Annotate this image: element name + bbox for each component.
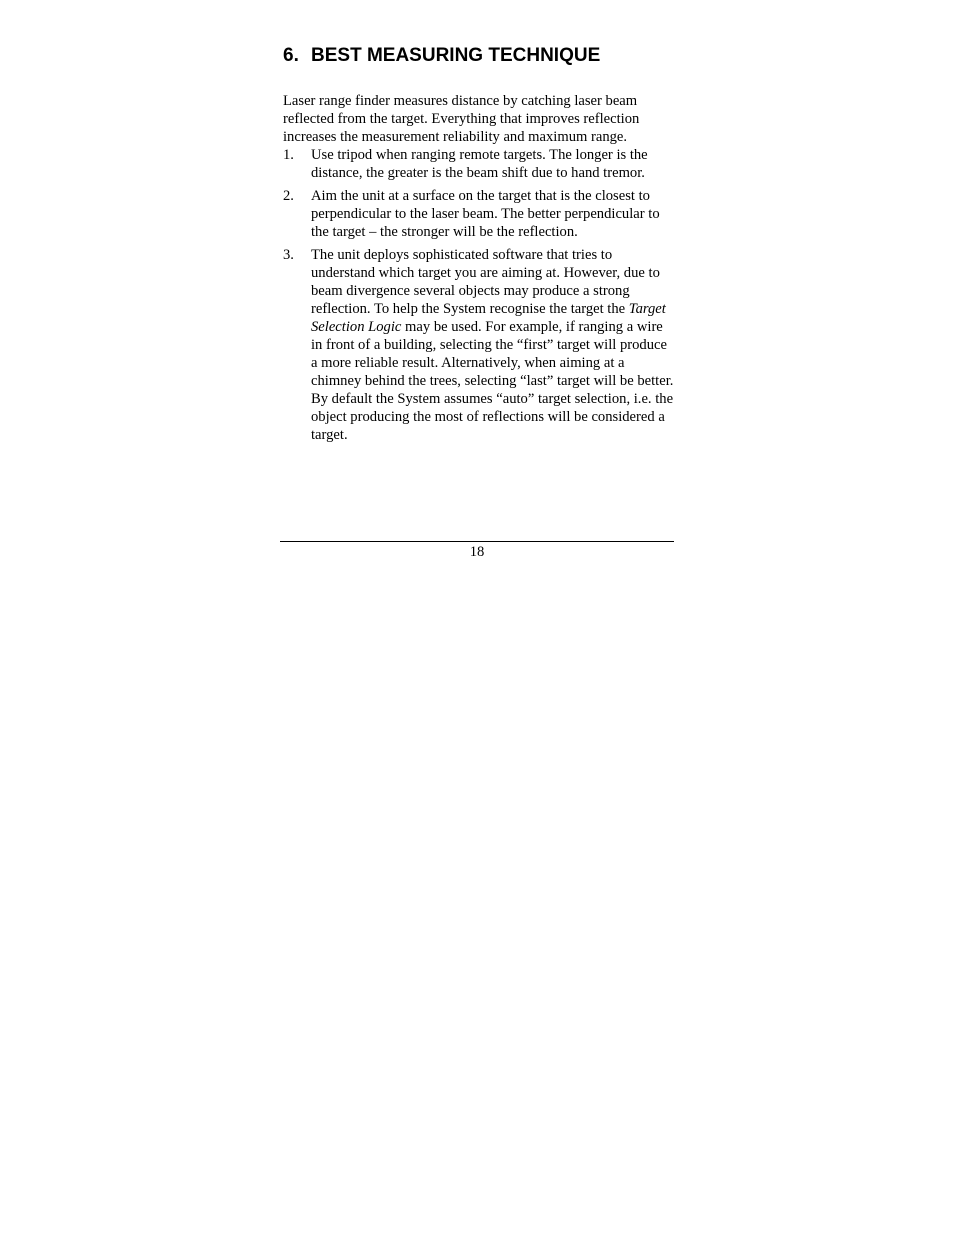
list-item-text-after: may be used. For example, if ranging a wire in front of a building, selecting the “first” target will produce a more reliable result. Alternatively, when aiming at a chimney behind the trees, selecting “last” target will be better. By default the System assumes “auto” target selection, i.e. the object producing the most of reflections will be considered a target. [311,319,674,443]
list-marker: 2. [283,188,294,204]
list-item [283,187,675,241]
steps-list [283,146,675,444]
section-title: BEST MEASURING TECHNIQUE [311,45,601,66]
section-number: 6. [283,45,299,66]
page-content [283,44,675,449]
list-marker: 1. [283,147,294,163]
list-item-text: Aim the unit at a surface on the target that is the closest to perpendicular to the laser beam. The better perpendicular to the target – the stronger will be the reflection. [311,188,660,240]
footer-divider [280,541,674,542]
section-heading [283,44,675,68]
list-marker: 3. [283,247,294,263]
intro-paragraph: Laser range finder measures distance by catching laser beam reflected from the target. Everything that improves reflection increases the measurement reliability and maximum range. [283,93,640,145]
page-number: 18 [469,544,485,560]
list-item-text-before: The unit deploys sophisticated software that tries to understand which target you are aiming at. However, due to beam divergence several objects may produce a strong reflection. To help the System recognise the target the [311,247,660,317]
body-text [283,92,675,444]
list-item [283,246,675,444]
list-item [283,146,675,182]
emphasis-target-selection-logic: Target Selection Logic [311,301,666,335]
list-item-text: Use tripod when ranging remote targets. The longer is the distance, the greater is the beam shift due to hand tremor. [311,147,648,181]
